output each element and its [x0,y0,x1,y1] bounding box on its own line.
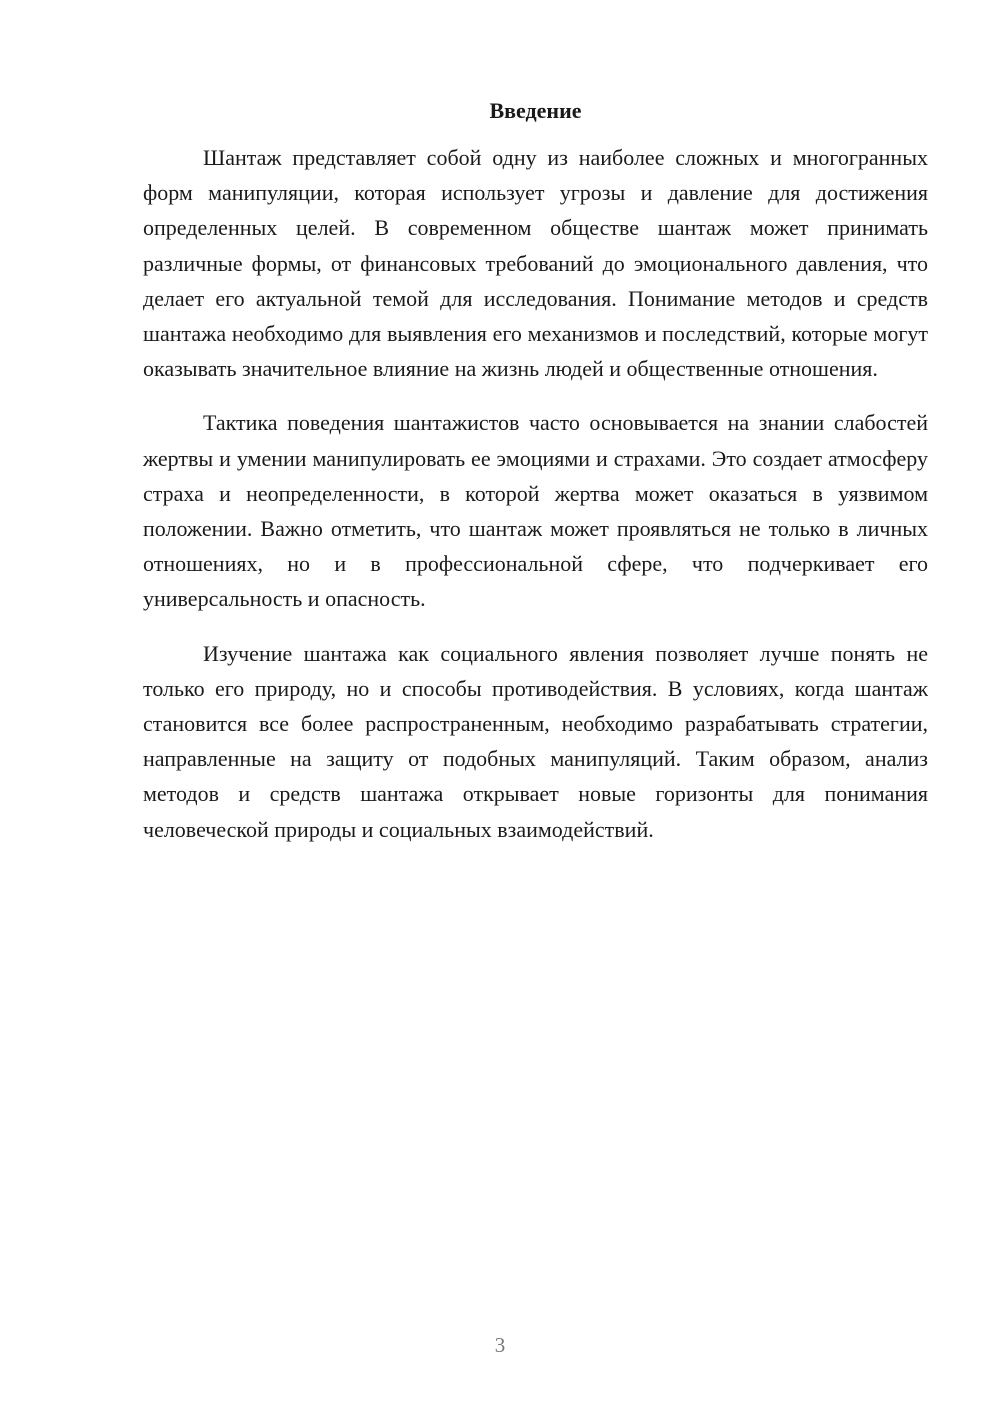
paragraph-3: Изучение шантажа как социального явления позволяет лучше понять не только его природу, но и способы противодействия. В условиях, когда шантаж становится все более распространенным, необходимо разрабатывать стратегии, направленные на защиту от подобных манипуляций. Таким образом, анализ методов и средств шантажа открывает новые горизонты для понимания человеческой природы и социальных взаимодействий. [143,640,928,842]
paragraph-1: Шантаж представляет собой одну из наиболее сложных и многогранных форм манипуляции, которая использует угрозы и давление для достижения определенных целей. В современном обществе шантаж может принимать различные формы, от финансовых требований до эмоционального давления, что делает его актуальной темой для исследования. Понимание методов и средств шантажа необходимо для выявления его механизмов и последствий, которые могут оказывать значительное влияние на жизнь людей и общественные отношения. [143,145,928,382]
page-content [143,96,928,866]
page-title: Введение [489,98,582,123]
paragraph-2: Тактика поведения шантажистов часто основывается на знании слабостей жертвы и умении манипулировать ее эмоциями и страхами. Это создает атмосферу страха и неопределенности, в которой жертва может оказаться в уязвимом положении. Важно отметить, что шантаж может проявляться не только в личных отношениях, но и в профессиональной сфере, что подчеркивает его универсальность и опасность. [143,410,928,612]
page-number: 3 [494,1333,506,1357]
